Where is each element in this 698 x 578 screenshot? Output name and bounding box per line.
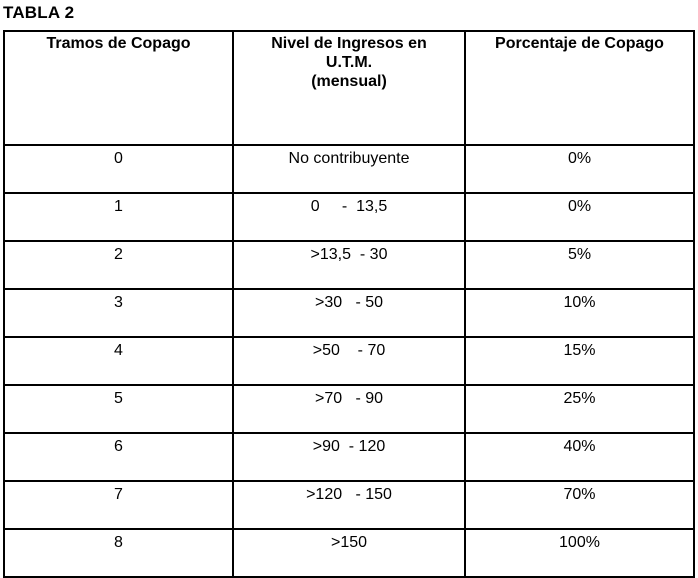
table-row: [4, 145, 694, 193]
table-row: [4, 433, 694, 481]
header-porcentaje: Porcentaje de Copago: [465, 31, 694, 145]
table-row: [4, 193, 694, 241]
header-nivel-ingresos: [233, 31, 465, 145]
cell-nivel-ingresos: >50 - 70: [233, 337, 465, 385]
cell-nivel-ingresos: >13,5 - 30: [233, 241, 465, 289]
cell-nivel-ingresos: >30 - 50: [233, 289, 465, 337]
cell-tramo: 0: [4, 145, 233, 193]
cell-porcentaje: 15%: [465, 337, 694, 385]
table-row: [4, 385, 694, 433]
cell-tramo: 4: [4, 337, 233, 385]
header-nivel-line3: (mensual): [311, 73, 387, 90]
cell-porcentaje: 5%: [465, 241, 694, 289]
cell-porcentaje: 25%: [465, 385, 694, 433]
cell-porcentaje: 0%: [465, 145, 694, 193]
cell-porcentaje: 40%: [465, 433, 694, 481]
cell-nivel-ingresos: >120 - 150: [233, 481, 465, 529]
cell-tramo: 3: [4, 289, 233, 337]
cell-tramo: 5: [4, 385, 233, 433]
cell-porcentaje: 0%: [465, 193, 694, 241]
cell-tramo: 6: [4, 433, 233, 481]
cell-tramo: 8: [4, 529, 233, 577]
header-row: [4, 31, 694, 145]
cell-porcentaje: 100%: [465, 529, 694, 577]
cell-porcentaje: 10%: [465, 289, 694, 337]
cell-tramo: 2: [4, 241, 233, 289]
cell-tramo: 7: [4, 481, 233, 529]
cell-nivel-ingresos: 0 - 13,5: [233, 193, 465, 241]
cell-nivel-ingresos: >70 - 90: [233, 385, 465, 433]
table-row: [4, 529, 694, 577]
table-title: TABLA 2: [3, 3, 75, 22]
table-row: [4, 241, 694, 289]
cell-porcentaje: 70%: [465, 481, 694, 529]
table-row: [4, 289, 694, 337]
cell-nivel-ingresos: No contribuyente: [233, 145, 465, 193]
cell-tramo: 1: [4, 193, 233, 241]
header-nivel-line1: Nivel de Ingresos en: [271, 35, 427, 52]
cell-nivel-ingresos: >150: [233, 529, 465, 577]
table-row: [4, 481, 694, 529]
header-tramos: Tramos de Copago: [4, 31, 233, 145]
header-nivel-line2: U.T.M.: [325, 54, 373, 71]
table-row: [4, 337, 694, 385]
cell-nivel-ingresos: >90 - 120: [233, 433, 465, 481]
copago-table: [3, 30, 695, 578]
